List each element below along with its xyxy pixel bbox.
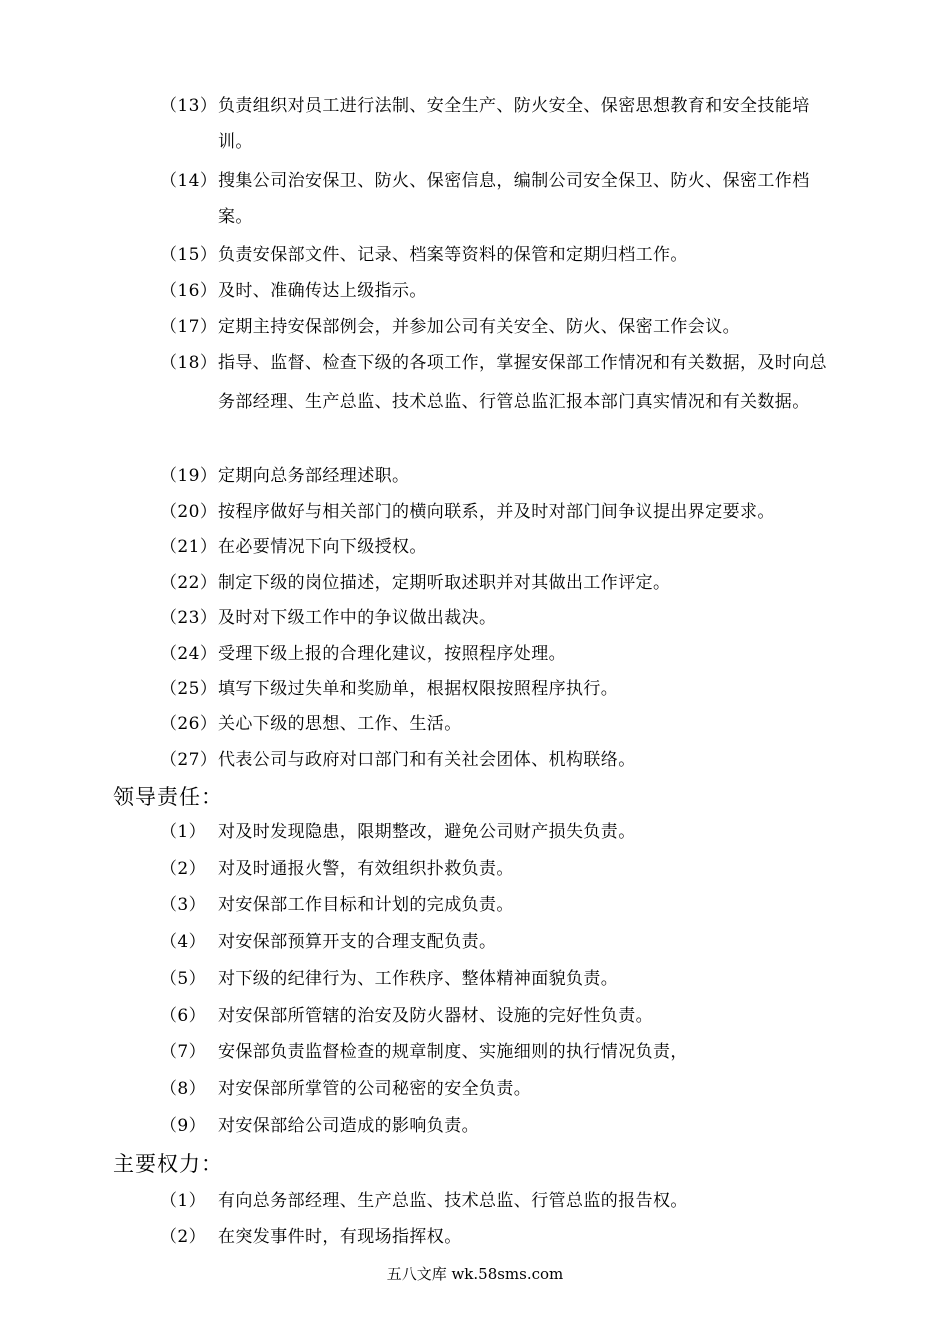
item-text: 代表公司与政府对口部门和有关社会团体、机构联络。 [218, 750, 636, 770]
item-number: （23） [160, 608, 218, 628]
item-text: 对下级的纪律行为、工作秩序、整体精神面貌负责。 [218, 969, 619, 989]
item-number: （2） [160, 1227, 207, 1247]
duty-item-16 [160, 273, 850, 309]
duty-item-18 [160, 344, 850, 422]
leadership-item-6 [160, 998, 850, 1034]
item-text: 对安保部给公司造成的影响负责。 [218, 1116, 479, 1136]
item-number: （19） [160, 466, 218, 486]
item-text: 指导、监督、检查下级的各项工作，掌握安保部工作情况和有关数据，及时向总务部经理、生产总监、技术总监、行管总监汇报本部门真实情况和有关数据。 [218, 353, 827, 412]
item-text: 对安保部所管辖的治安及防火器材、设施的完好性负责。 [218, 1006, 653, 1026]
item-text: 对安保部所掌管的公司秘密的安全负责。 [218, 1079, 532, 1099]
duty-item-21 [160, 529, 850, 565]
duty-item-17 [160, 309, 850, 345]
item-text: 负责组织对员工进行法制、安全生产、防火安全、保密思想教育和安全技能培训。 [218, 96, 810, 152]
item-text: 关心下级的思想、工作、生活。 [218, 714, 462, 734]
leadership-item-2 [160, 851, 850, 887]
item-text: 受理下级上报的合理化建议，按照程序处理。 [218, 644, 566, 664]
item-number: （4） [160, 932, 207, 952]
duty-item-22 [160, 565, 850, 601]
duty-item-27 [160, 742, 850, 778]
item-number: （25） [160, 679, 218, 699]
duty-item-15 [160, 237, 850, 273]
item-number: （8） [160, 1079, 207, 1099]
item-text: 对及时发现隐患，限期整改，避免公司财产损失负责。 [218, 822, 636, 842]
item-number: （13） [160, 96, 218, 116]
item-number: （1） [160, 1191, 207, 1211]
leadership-item-8 [160, 1071, 850, 1107]
item-number: （1） [160, 822, 207, 842]
duty-item-19 [160, 458, 850, 494]
item-number: （22） [160, 573, 218, 593]
leadership-item-5 [160, 961, 850, 997]
item-text: 按程序做好与相关部门的横向联系，并及时对部门间争议提出界定要求。 [218, 502, 775, 522]
item-text: 定期主持安保部例会，并参加公司有关安全、防火、保密工作会议。 [218, 317, 740, 337]
item-number: （21） [160, 537, 218, 557]
item-number: （24） [160, 644, 218, 664]
item-text: 对及时通报火警，有效组织扑救负责。 [218, 859, 514, 879]
leadership-item-3 [160, 887, 850, 923]
leadership-item-1 [160, 814, 850, 850]
item-number: （5） [160, 969, 207, 989]
duty-item-13 [160, 88, 850, 160]
item-text: 定期向总务部经理述职。 [218, 466, 410, 486]
item-text: 在突发事件时，有现场指挥权。 [218, 1227, 462, 1247]
item-number: （14） [160, 171, 218, 191]
item-text: 搜集公司治安保卫、防火、保密信息，编制公司安全保卫、防火、保密工作档案。 [218, 171, 810, 227]
section-heading-leadership: 领导责任： [113, 785, 223, 809]
item-number: （15） [160, 245, 218, 265]
item-number: （20） [160, 502, 218, 522]
leadership-item-9 [160, 1108, 850, 1144]
item-number: （9） [160, 1116, 207, 1136]
duty-item-26 [160, 706, 850, 742]
item-text: 在必要情况下向下级授权。 [218, 537, 427, 557]
section-heading-powers: 主要权力： [113, 1152, 223, 1176]
item-text: 对安保部预算开支的合理支配负责。 [218, 932, 497, 952]
powers-item-2 [160, 1219, 850, 1255]
powers-item-1 [160, 1183, 850, 1219]
item-number: （3） [160, 895, 207, 915]
item-text: 对安保部工作目标和计划的完成负责。 [218, 895, 514, 915]
item-text: 填写下级过失单和奖励单，根据权限按照程序执行。 [218, 679, 619, 699]
duty-item-14 [160, 163, 850, 235]
duty-item-23 [160, 600, 850, 636]
item-number: （16） [160, 281, 218, 301]
item-number: （6） [160, 1006, 207, 1026]
item-text: 有向总务部经理、生产总监、技术总监、行管总监的报告权。 [218, 1191, 688, 1211]
item-text: 负责安保部文件、记录、档案等资料的保管和定期归档工作。 [218, 245, 688, 265]
footer-watermark: 五八文库 wk.58sms.com [386, 1265, 564, 1283]
item-number: （7） [160, 1042, 207, 1062]
leadership-item-4 [160, 924, 850, 960]
item-number: （2） [160, 859, 207, 879]
item-number: （17） [160, 317, 218, 337]
duty-item-20 [160, 494, 850, 530]
item-text: 及时、准确传达上级指示。 [218, 281, 427, 301]
item-number: （27） [160, 750, 218, 770]
item-text: 安保部负责监督检查的规章制度、实施细则的执行情况负责， [218, 1042, 688, 1062]
item-number: （26） [160, 714, 218, 734]
duty-item-25 [160, 671, 850, 707]
item-text: 及时对下级工作中的争议做出裁决。 [218, 608, 497, 628]
duty-item-24 [160, 636, 850, 672]
leadership-item-7 [160, 1034, 850, 1070]
item-number: （18） [160, 353, 218, 373]
item-text: 制定下级的岗位描述，定期听取述职并对其做出工作评定。 [218, 573, 671, 593]
